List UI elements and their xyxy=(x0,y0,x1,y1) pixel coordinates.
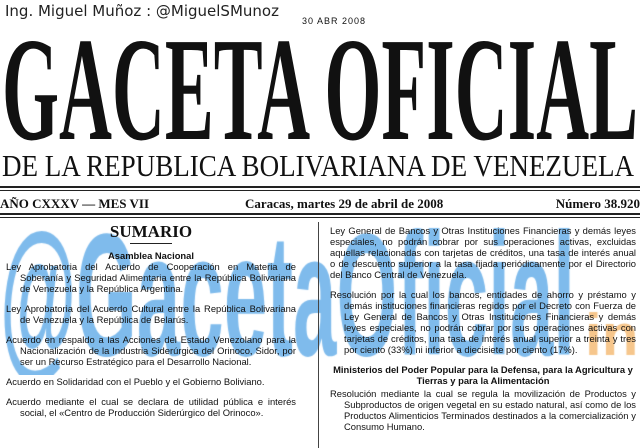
masthead-title-text: GACETA OFICIAL xyxy=(2,29,638,145)
summary-item: Acuerdo mediante el cual se declara de utilidad pública e interés social, el «Centro de Producción Siderúrgico del Orinoco». xyxy=(6,396,296,418)
masthead-subtitle xyxy=(0,146,640,184)
heading-underline xyxy=(130,243,172,244)
summary-heading: SUMARIO xyxy=(109,222,193,241)
date-stamp: 30 ABR 2008 xyxy=(302,16,367,26)
masthead-subtitle-text: DE LA REPUBLICA BOLIVARIANA DE VENEZUELA xyxy=(2,148,635,183)
summary-item: Ley Aprobatoria del Acuerdo de Cooperación en Materia de Soberanía y Seguridad Alimentaria entre la República Bolivariana de Venezuela y la República Argentina. xyxy=(6,261,296,294)
divider-rule xyxy=(0,213,640,218)
summary-item: Resolución mediante la cual se regula la movilización de Productos y Subproductos de origen vegetal en su estado natural, así como de los Productos Alimenticios Terminados destinados a la comercialización y Consumo Humano. xyxy=(330,388,636,432)
summary-item: Ley Aprobatoria del Acuerdo Cultural entre la República Bolivariana de Venezuela y la República de Belarús. xyxy=(6,303,296,325)
summary-right-column xyxy=(330,225,636,441)
issue-number: Número 38.920 xyxy=(555,196,640,211)
summary-item: Ley General de Bancos y Otras Instituciones Financieras y demás leyes especiales, no podrán cobrar por sus operaciones activas, excluidas aquellas relacionadas con tarjetas de créditos, una tasa de interés anual o de descuento superior a la tasa fijada periódicamente por el Directorio del Banco Central de Venezuela. xyxy=(330,225,636,280)
divider-rule xyxy=(0,186,640,191)
section-heading: Ministerios del Poder Popular para la Defensa, para la Agricultura y Tierras y para la Alimentación xyxy=(333,364,633,386)
summary-item: Resolución por la cual los bancos, entidades de ahorro y préstamo y demás instituciones financieras regidos por el Decreto con Fuerza de Ley General de Bancos y Otras Instituciones Financieras y demás leyes especiales, no podrán cobrar por sus operaciones activas con tarjetas de créditos, una tasa de interés anual superior a treinta y tres por ciento (33%) ni inferior a diecisiete por ciento (17%). xyxy=(330,289,636,355)
author-credit: Ing. Miguel Muñoz : @MiguelSMunoz xyxy=(5,2,279,20)
summary-item: Acuerdo en respaldo a las Acciones del Estado Venezolano para la Nacionalización de la Industria Siderúrgica del Orinoco, Sidor, por ser un Recurso Estratégico para el Desarrollo Nacional. xyxy=(6,334,296,367)
issue-date: Caracas, martes 29 de abril de 2008 xyxy=(245,196,444,211)
issue-year: AÑO CXXXV — MES VII xyxy=(0,196,150,211)
section-heading: Asamblea Nacional xyxy=(108,250,194,261)
masthead-title xyxy=(0,29,640,145)
summary-item: Acuerdo en Solidaridad con el Pueblo y el Gobierno Boliviano. xyxy=(6,376,265,387)
summary-left-column xyxy=(6,222,296,427)
column-divider xyxy=(318,222,319,448)
